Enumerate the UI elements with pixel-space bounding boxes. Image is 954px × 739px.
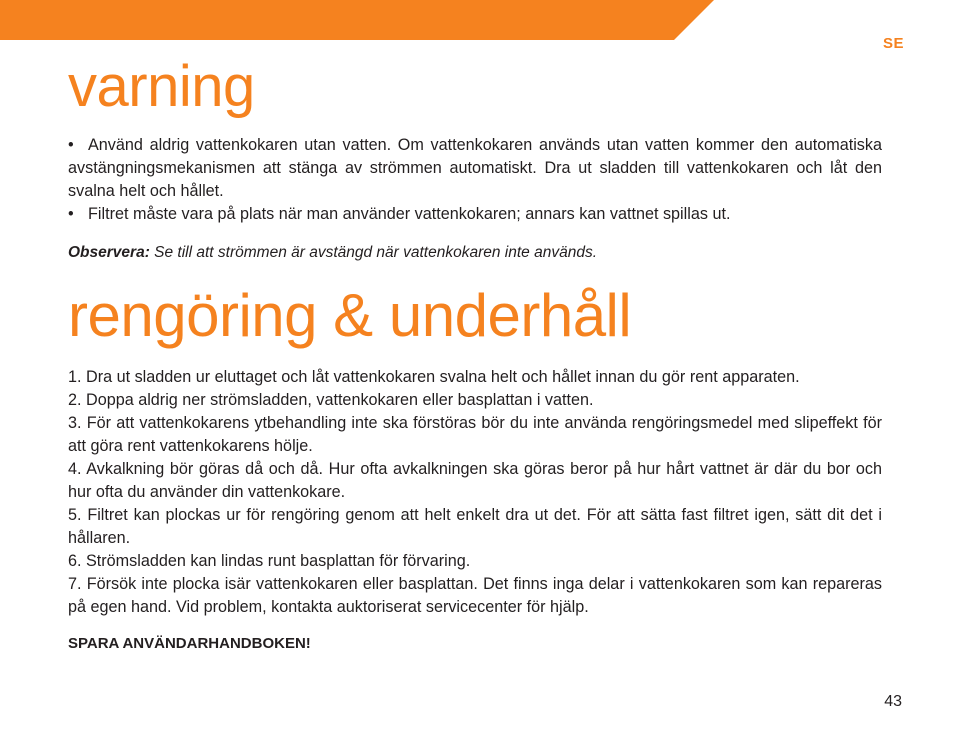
cleaning-heading: rengöring & underhåll: [68, 282, 632, 349]
header-band: [0, 0, 954, 40]
warning-list: [68, 134, 882, 226]
save-manual-notice: SPARA ANVÄNDARHANDBOKEN!: [68, 635, 311, 652]
note-text: Se till att strömmen är avstängd när vattenkokaren inte används.: [149, 244, 598, 261]
cleaning-step-3: 3. För att vattenkokarens ytbehandling inte ska förstöras bör du inte använda rengöringsmedel med slipeffekt för att göra rent vattenkokarens hölje.: [68, 414, 882, 455]
warning-bullet-2: [68, 203, 882, 226]
bullet-marker: •: [68, 136, 74, 154]
cleaning-step-6: 6. Strömsladden kan lindas runt basplattan för förvaring.: [68, 552, 471, 570]
bullet-marker: •: [68, 205, 74, 223]
cleaning-step-1: 1. Dra ut sladden ur eluttaget och låt vattenkokaren svalna helt och hållet innan du gör rent apparaten.: [68, 368, 800, 386]
language-code: SE: [882, 35, 904, 52]
cleaning-steps: [68, 366, 882, 619]
warning-bullet-1: [68, 134, 882, 203]
cleaning-step-4: 4. Avkalkning bör göras då och då. Hur ofta avkalkningen ska göras beror på hur hårt vattnet är där du bor och hur ofta du använder din vattenkokare.: [68, 460, 882, 501]
warning-bullet-text: Använd aldrig vattenkokaren utan vatten. Om vattenkokaren används utan vatten kommer den automatiska avstängningsmekanismen att stänga av strömmen automatiskt. Dra ut sladden till vattenkokaren och låt den svalna helt och hållet.: [68, 136, 882, 200]
warning-heading: varning: [68, 54, 255, 119]
header-band-shape: [0, 0, 714, 40]
cleaning-step-7: 7. Försök inte plocka isär vattenkokaren eller basplattan. Det finns inga delar i vattenkokaren som kan repareras på egen hand. Vid problem, kontakta auktoriserat servicecenter för hjälp.: [68, 575, 882, 616]
cleaning-step-2: 2. Doppa aldrig ner strömsladden, vattenkokaren eller basplattan i vatten.: [68, 391, 594, 409]
warning-bullet-text: Filtret måste vara på plats när man använder vattenkokaren; annars kan vattnet spillas ut.: [88, 205, 731, 223]
page-content: [68, 56, 882, 667]
note-label: Observera:: [68, 244, 150, 261]
note: [68, 241, 882, 264]
page-number: 43: [884, 693, 902, 710]
cleaning-step-5: 5. Filtret kan plockas ur för rengöring genom att helt enkelt dra ut det. För att sätta fast filtret igen, sätt dit det i hållaren.: [68, 506, 882, 547]
